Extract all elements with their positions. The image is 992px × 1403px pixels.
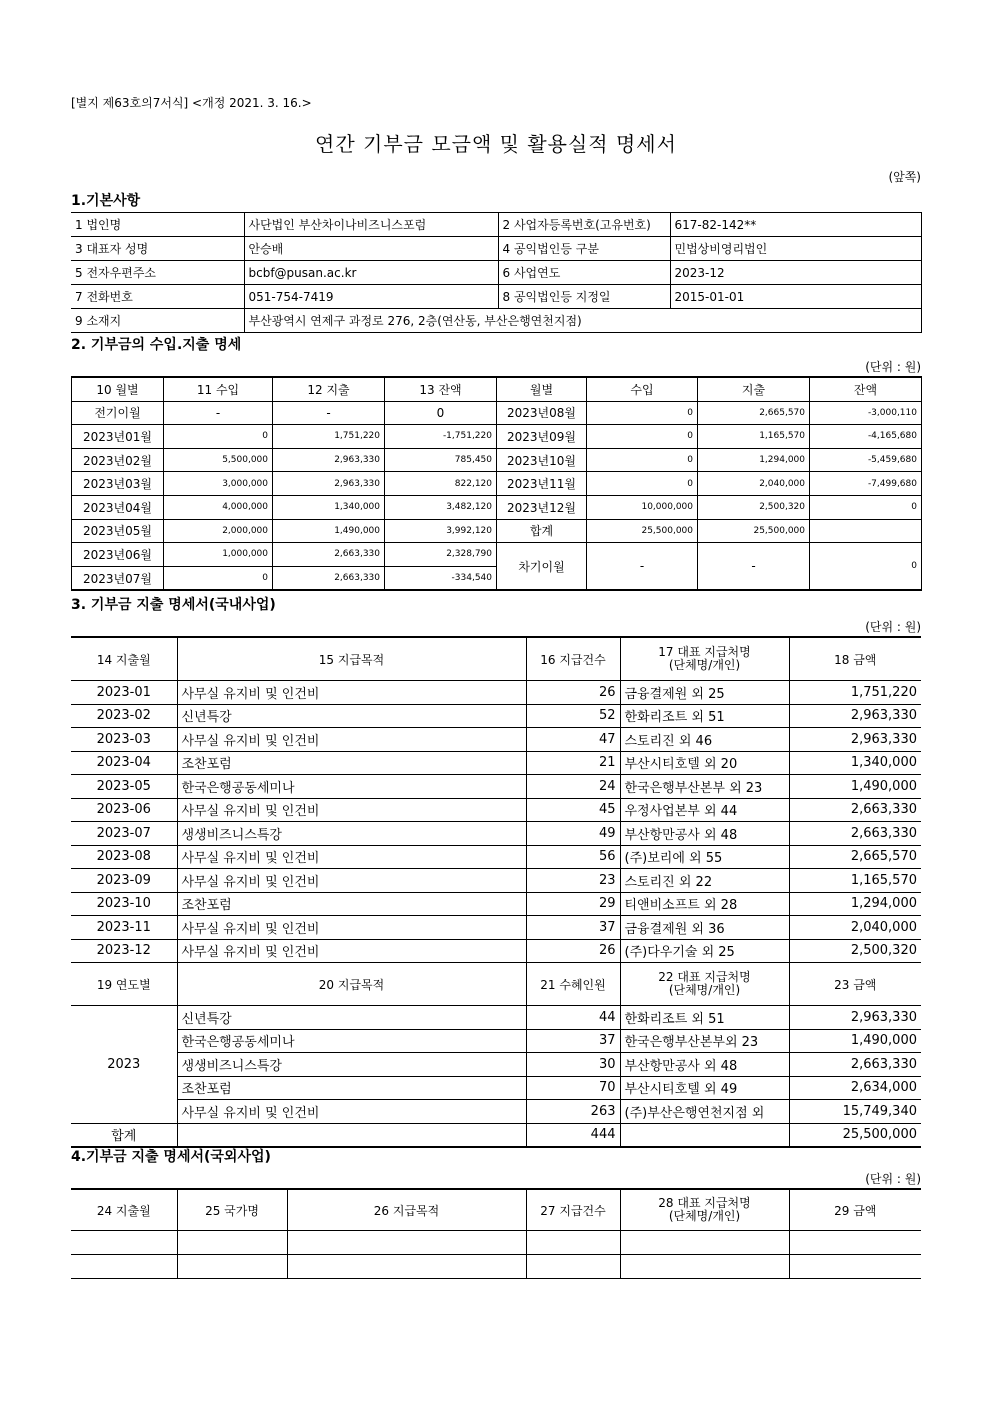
info-value: 사단법인 부산차이나비즈니스포럼: [244, 213, 498, 237]
table-cell: 2,634,000: [789, 1076, 921, 1100]
form-number: [별지 제63호의7서식] <개정 2021. 3. 16.>: [71, 96, 312, 110]
amount-cell: 0: [810, 543, 922, 591]
info-value: 2023-12: [670, 261, 921, 285]
table-row: [71, 751, 921, 775]
column-header: 21 수혜인원: [526, 963, 620, 1006]
amount-cell: 2,663,330: [273, 543, 385, 567]
amount-cell: 3,000,000: [164, 472, 273, 496]
table-cell: 부산시티호텔 외 20: [620, 751, 789, 775]
table-cell: 2023-01: [71, 681, 177, 705]
amount-cell: -3,000,110: [810, 401, 922, 425]
info-label: 3 대표자 성명: [71, 237, 244, 261]
amount-cell: 2,328,790: [385, 543, 497, 567]
info-value: bcbf@pusan.ac.kr: [244, 261, 498, 285]
table-cell: 사무실 유지비 및 인건비: [177, 1100, 526, 1124]
table-row: [72, 401, 922, 425]
amount-cell: -: [164, 401, 273, 425]
empty-cell: [177, 1255, 287, 1279]
month-cell: 전기이월: [72, 401, 164, 425]
month-cell: 2023년08월: [497, 401, 587, 425]
table-cell: 한국은행부산본부 외 23: [620, 775, 789, 799]
table-cell: 스토리진 외 46: [620, 728, 789, 752]
table-header-row: [71, 637, 921, 681]
table-row: [71, 1076, 921, 1100]
info-label: 9 소재지: [71, 309, 244, 333]
table-cell: 2023-11: [71, 916, 177, 940]
table-cell: 사무실 유지비 및 인건비: [177, 916, 526, 940]
section2-heading: 2. 기부금의 수입.지출 명세: [71, 337, 242, 353]
empty-cell: [287, 1255, 526, 1279]
table-row: [71, 822, 921, 846]
amount-cell: 1,294,000: [698, 448, 810, 472]
table-cell: 2023-03: [71, 728, 177, 752]
amount-cell: 0: [587, 401, 698, 425]
amount-cell: -: [587, 543, 698, 591]
table-row: [71, 1100, 921, 1124]
table-cell: 부산시티호텔 외 49: [620, 1076, 789, 1100]
table-cell: 2,663,330: [789, 822, 921, 846]
month-cell: 2023년04월: [72, 495, 164, 519]
table-row: [72, 472, 922, 496]
empty-cell: [177, 1231, 287, 1255]
table-cell: 부산항만공사 외 48: [620, 822, 789, 846]
table-cell: 생생비즈니스특강: [177, 1053, 526, 1077]
empty-cell: [789, 1231, 921, 1255]
amount-cell: 0: [164, 566, 273, 590]
amount-cell: 2,500,320: [698, 495, 810, 519]
section3-unit: (단위 : 원): [865, 620, 921, 634]
table-cell: 23: [526, 869, 620, 893]
table-header-row: [71, 1189, 921, 1231]
table-cell: 44: [526, 1006, 620, 1030]
amount-cell: 3,992,120: [385, 519, 497, 543]
table-cell: 45: [526, 798, 620, 822]
table-cell: 1,294,000: [789, 892, 921, 916]
table-cell: 1,490,000: [789, 1029, 921, 1053]
table-cell: 한화리조트 외 51: [620, 1006, 789, 1030]
info-row: [71, 285, 921, 309]
column-header: 29 금액: [789, 1189, 921, 1231]
table-header-row: [71, 963, 921, 1006]
column-header: 10 월별: [72, 377, 164, 401]
amount-cell: -1,751,220: [385, 425, 497, 449]
column-header: 월별: [497, 377, 587, 401]
month-cell: 차기이월: [497, 543, 587, 591]
amount-cell: 2,663,330: [273, 566, 385, 590]
table-cell: 2023-06: [71, 798, 177, 822]
amount-cell: -: [273, 401, 385, 425]
table-cell: 티앤비소프트 외 28: [620, 892, 789, 916]
info-label: 8 공익법인등 지정일: [498, 285, 670, 309]
amount-cell: 2,963,330: [273, 472, 385, 496]
amount-cell: 2,000,000: [164, 519, 273, 543]
column-header: 26 지급목적: [287, 1189, 526, 1231]
month-cell: 2023년11월: [497, 472, 587, 496]
empty-cell: [71, 1231, 177, 1255]
info-row: [71, 261, 921, 285]
month-cell: 2023년06월: [72, 543, 164, 567]
table-cell: 1,751,220: [789, 681, 921, 705]
column-header: 11 수입: [164, 377, 273, 401]
overseas-expense-table: [71, 1188, 921, 1279]
info-row: [71, 213, 921, 237]
amount-cell: [810, 519, 922, 543]
table-cell: 사무실 유지비 및 인건비: [177, 939, 526, 963]
total-cell: 합계: [71, 1123, 177, 1147]
table-cell: 금융결제원 외 25: [620, 681, 789, 705]
info-value: 민법상비영리법인: [670, 237, 921, 261]
amount-cell: 1,751,220: [273, 425, 385, 449]
table-cell: 스토리진 외 22: [620, 869, 789, 893]
month-cell: 2023년03월: [72, 472, 164, 496]
empty-cell: [526, 1255, 620, 1279]
table-row: [71, 798, 921, 822]
table-cell: 2023-10: [71, 892, 177, 916]
info-value: 051-754-7419: [244, 285, 498, 309]
month-cell: 2023년09월: [497, 425, 587, 449]
column-header: 20 지급목적: [177, 963, 526, 1006]
table-row: [71, 1006, 921, 1030]
info-value: 안승배: [244, 237, 498, 261]
table-row: [71, 1029, 921, 1053]
month-cell: 2023년05월: [72, 519, 164, 543]
info-row: [71, 309, 921, 333]
table-cell: 조찬포럼: [177, 892, 526, 916]
table-cell: (주)부산은행연천지점 외: [620, 1100, 789, 1124]
table-cell: 금융결제원 외 36: [620, 916, 789, 940]
table-cell: 37: [526, 916, 620, 940]
table-header-row: [72, 377, 922, 401]
empty-cell: [620, 1231, 789, 1255]
column-header: [620, 637, 789, 681]
table-cell: 1,490,000: [789, 775, 921, 799]
table-row: [71, 892, 921, 916]
page-side-label: (앞쪽): [888, 170, 921, 184]
table-row: [71, 869, 921, 893]
column-header: 24 지출월: [71, 1189, 177, 1231]
table-row: [72, 448, 922, 472]
column-header: 23 금액: [789, 963, 921, 1006]
table-cell: 사무실 유지비 및 인건비: [177, 845, 526, 869]
column-header: 16 지급건수: [526, 637, 620, 681]
amount-cell: -7,499,680: [810, 472, 922, 496]
table-cell: 21: [526, 751, 620, 775]
table-row: [71, 681, 921, 705]
amount-cell: 2,040,000: [698, 472, 810, 496]
amount-cell: 0: [385, 401, 497, 425]
table-cell: 생생비즈니스특강: [177, 822, 526, 846]
table-cell: 2,500,320: [789, 939, 921, 963]
empty-cell: [526, 1231, 620, 1255]
amount-cell: 1,165,570: [698, 425, 810, 449]
month-cell: 2023년02월: [72, 448, 164, 472]
table-cell: 2,663,330: [789, 798, 921, 822]
table-row: [72, 495, 922, 519]
column-header-line: 17 대표 지급처명: [658, 645, 751, 659]
table-cell: 37: [526, 1029, 620, 1053]
table-cell: 2023-02: [71, 704, 177, 728]
table-cell: 49: [526, 822, 620, 846]
info-label: 4 공익법인등 구분: [498, 237, 670, 261]
amount-cell: 10,000,000: [587, 495, 698, 519]
amount-cell: -: [698, 543, 810, 591]
info-value: 2015-01-01: [670, 285, 921, 309]
column-header: 수입: [587, 377, 698, 401]
table-row: [71, 728, 921, 752]
amount-cell: 785,450: [385, 448, 497, 472]
table-cell: 15,749,340: [789, 1100, 921, 1124]
column-header-line: (단체명/개인): [668, 1209, 741, 1223]
amount-cell: 25,500,000: [698, 519, 810, 543]
table-cell: 한국은행공동세미나: [177, 775, 526, 799]
column-header: 12 지출: [273, 377, 385, 401]
table-cell: 2023-08: [71, 845, 177, 869]
empty-cell: [287, 1231, 526, 1255]
total-cell: [177, 1123, 526, 1147]
column-header: 25 국가명: [177, 1189, 287, 1231]
table-cell: 2,963,330: [789, 1006, 921, 1030]
domestic-expense-table: [71, 636, 921, 1148]
amount-cell: -5,459,680: [810, 448, 922, 472]
table-row: [71, 939, 921, 963]
table-row: [71, 916, 921, 940]
table-cell: 부산항만공사 외 48: [620, 1053, 789, 1077]
section4-unit: (단위 : 원): [865, 1172, 921, 1186]
income-expense-table: [71, 376, 922, 591]
amount-cell: 1,340,000: [273, 495, 385, 519]
column-header-line: 28 대표 지급처명: [658, 1196, 751, 1210]
info-value: 부산광역시 연제구 과정로 276, 2층(연산동, 부산은행연천지점): [244, 309, 921, 333]
table-cell: 신년특강: [177, 1006, 526, 1030]
column-header: 잔액: [810, 377, 922, 401]
month-cell: 2023년07월: [72, 566, 164, 590]
amount-cell: 1,000,000: [164, 543, 273, 567]
table-cell: 52: [526, 704, 620, 728]
month-cell: 합계: [497, 519, 587, 543]
document-title: 연간 기부금 모금액 및 활용실적 명세서: [315, 132, 677, 156]
section4-heading: 4.기부금 지출 명세서(국외사업): [71, 1149, 271, 1165]
table-cell: 신년특강: [177, 704, 526, 728]
table-cell: (주)보리에 외 55: [620, 845, 789, 869]
table-row: [71, 775, 921, 799]
column-header: 19 연도별: [71, 963, 177, 1006]
table-cell: 2,963,330: [789, 704, 921, 728]
amount-cell: 2,963,330: [273, 448, 385, 472]
basic-info-table: [71, 212, 922, 333]
total-cell: [620, 1123, 789, 1147]
info-value: 617-82-142**: [670, 213, 921, 237]
info-row: [71, 237, 921, 261]
month-cell: 2023년01월: [72, 425, 164, 449]
table-cell: 56: [526, 845, 620, 869]
table-row: [71, 1053, 921, 1077]
table-row: [71, 845, 921, 869]
column-header: 15 지급목적: [177, 637, 526, 681]
table-cell: 47: [526, 728, 620, 752]
table-cell: 사무실 유지비 및 인건비: [177, 798, 526, 822]
table-cell: 한국은행공동세미나: [177, 1029, 526, 1053]
info-label: 5 전자우편주소: [71, 261, 244, 285]
table-cell: 2,963,330: [789, 728, 921, 752]
column-header-line: (단체명/개인): [668, 983, 741, 997]
column-header-line: 22 대표 지급처명: [658, 970, 751, 984]
empty-cell: [620, 1255, 789, 1279]
info-label: 6 사업연도: [498, 261, 670, 285]
table-cell: 29: [526, 892, 620, 916]
month-cell: 2023년10월: [497, 448, 587, 472]
empty-cell: [789, 1255, 921, 1279]
amount-cell: -4,165,680: [810, 425, 922, 449]
table-cell: 조찬포럼: [177, 1076, 526, 1100]
section1-heading: 1.기본사항: [71, 193, 141, 209]
table-cell: 1,165,570: [789, 869, 921, 893]
amount-cell: 1,490,000: [273, 519, 385, 543]
amount-cell: 0: [587, 425, 698, 449]
table-cell: 30: [526, 1053, 620, 1077]
total-cell: 25,500,000: [789, 1123, 921, 1147]
column-header-line: (단체명/개인): [668, 658, 741, 672]
table-row: [72, 519, 922, 543]
amount-cell: 3,482,120: [385, 495, 497, 519]
table-cell: 2023-07: [71, 822, 177, 846]
table-row: [72, 543, 922, 567]
table-cell: 26: [526, 939, 620, 963]
info-label: 7 전화번호: [71, 285, 244, 309]
amount-cell: 5,500,000: [164, 448, 273, 472]
table-cell: 24: [526, 775, 620, 799]
table-cell: 2,040,000: [789, 916, 921, 940]
amount-cell: 0: [587, 472, 698, 496]
column-header: 13 잔액: [385, 377, 497, 401]
month-cell: 2023년12월: [497, 495, 587, 519]
info-label: 1 법인명: [71, 213, 244, 237]
column-header: [620, 963, 789, 1006]
table-row: [71, 1255, 921, 1279]
total-cell: 444: [526, 1123, 620, 1147]
column-header: [620, 1189, 789, 1231]
table-cell: 사무실 유지비 및 인건비: [177, 869, 526, 893]
section2-unit: (단위 : 원): [865, 360, 921, 374]
amount-cell: 0: [810, 495, 922, 519]
table-cell: 한화리조트 외 51: [620, 704, 789, 728]
table-cell: 2023-09: [71, 869, 177, 893]
column-header: 지출: [698, 377, 810, 401]
table-cell: 2023-12: [71, 939, 177, 963]
amount-cell: -334,540: [385, 566, 497, 590]
table-cell: 우정사업본부 외 44: [620, 798, 789, 822]
amount-cell: 25,500,000: [587, 519, 698, 543]
table-cell: 70: [526, 1076, 620, 1100]
table-cell: (주)다우기술 외 25: [620, 939, 789, 963]
amount-cell: 0: [587, 448, 698, 472]
column-header: 27 지급건수: [526, 1189, 620, 1231]
table-cell: 2,665,570: [789, 845, 921, 869]
info-label: 2 사업자등록번호(고유번호): [498, 213, 670, 237]
table-cell: 2,663,330: [789, 1053, 921, 1077]
table-cell: 263: [526, 1100, 620, 1124]
amount-cell: 822,120: [385, 472, 497, 496]
table-row: [72, 425, 922, 449]
table-cell: 조찬포럼: [177, 751, 526, 775]
table-cell: 사무실 유지비 및 인건비: [177, 681, 526, 705]
column-header: 14 지출월: [71, 637, 177, 681]
table-row: [71, 1231, 921, 1255]
table-cell: 26: [526, 681, 620, 705]
amount-cell: 4,000,000: [164, 495, 273, 519]
section3-heading: 3. 기부금 지출 명세서(국내사업): [71, 597, 276, 613]
table-cell: 2023-05: [71, 775, 177, 799]
year-cell: 2023: [71, 1006, 177, 1124]
table-cell: 2023-04: [71, 751, 177, 775]
amount-cell: 0: [164, 425, 273, 449]
total-row: [71, 1123, 921, 1147]
table-cell: 한국은행부산본부외 23: [620, 1029, 789, 1053]
table-cell: 1,340,000: [789, 751, 921, 775]
table-row: [71, 704, 921, 728]
amount-cell: 2,665,570: [698, 401, 810, 425]
column-header: 18 금액: [789, 637, 921, 681]
table-cell: 사무실 유지비 및 인건비: [177, 728, 526, 752]
empty-cell: [71, 1255, 177, 1279]
